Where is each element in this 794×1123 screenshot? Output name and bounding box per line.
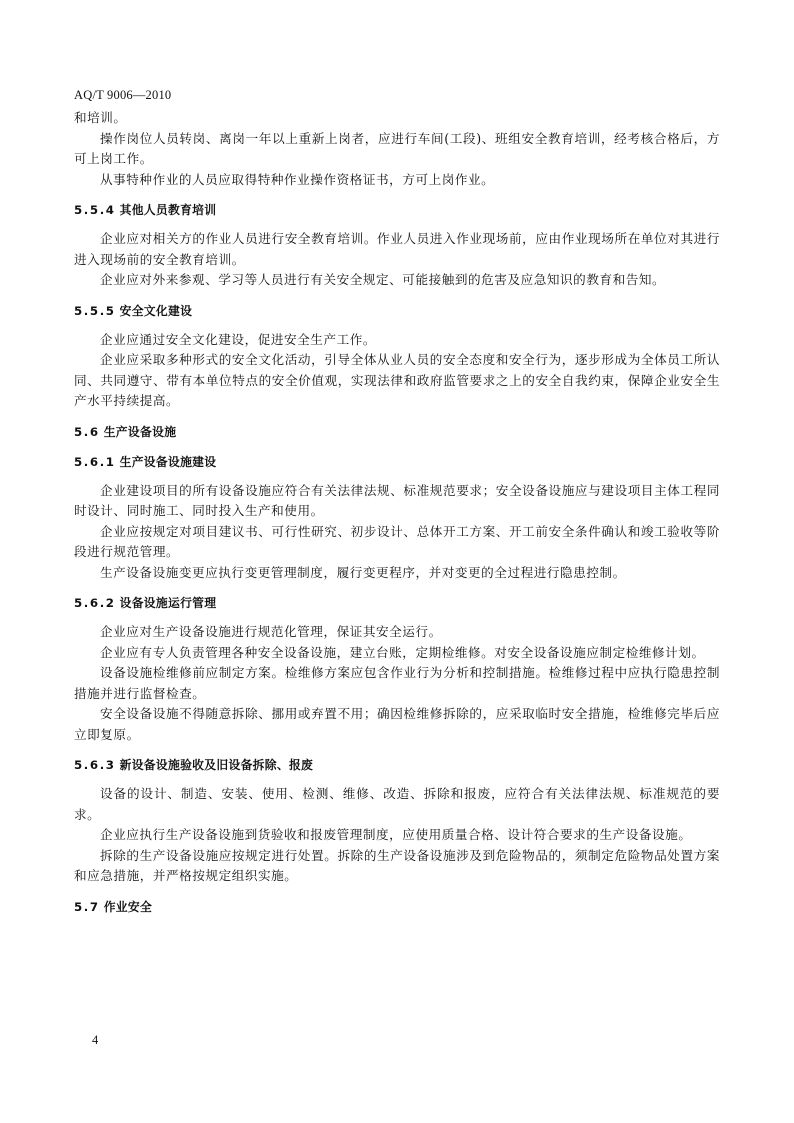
section-number: 5.5.5 (74, 303, 116, 318)
section-number: 5.6 (74, 424, 100, 439)
section-number: 5.7 (74, 899, 100, 914)
section-number: 5.6.1 (74, 454, 116, 469)
paragraph: 企业应按规定对项目建议书、可行性研究、初步设计、总体开工方案、开工前安全条件确认和竣工验收等阶段进行规范管理。 (74, 523, 720, 559)
paragraph: 企业应执行生产设备设施到货验收和报废管理制度，应使用质量合格、设计符合要求的生产设备设施。 (100, 827, 692, 842)
paragraph: 企业建设项目的所有设备设施应符合有关法律法规、标准规范要求；安全设备设施应与建设项目主体工程同时设计、同时施工、同时投入生产和使用。 (74, 482, 720, 518)
paragraph: 安全设备设施不得随意拆除、挪用或弃置不用；确因检维修拆除的，应采取临时安全措施，检维修完毕后应立即复原。 (74, 706, 720, 742)
paragraph: 企业应对生产设备设施进行规范化管理，保证其安全运行。 (100, 624, 442, 639)
section-title: 其他人员教育培训 (119, 203, 217, 217)
section-heading-5-7 (74, 897, 720, 917)
section-heading-5-6 (74, 422, 720, 442)
paragraph: 企业应对相关方的作业人员进行安全教育培训。作业人员进入作业现场前，应由作业现场所在单位对其进行进入现场前的安全教育培训。 (74, 231, 720, 267)
section-number: 5.5.4 (74, 203, 116, 217)
section-heading-5-6-3 (74, 755, 720, 775)
paragraph: 企业应通过安全文化建设，促进安全生产工作。 (100, 331, 377, 347)
section-heading-5-6-2 (74, 593, 720, 613)
paragraph: 从事特种作业的人员应取得特种作业操作资格证书，方可上岗作业。 (100, 171, 495, 187)
paragraph: 企业应对外来参观、学习等人员进行有关安全规定、可能接触到的危害及应急知识的教育和告知。 (100, 272, 666, 287)
section-number: 5.6.2 (74, 596, 116, 610)
paragraph: 设备设施检维修前应制定方案。检维修方案应包含作业行为分析和控制措施。检维修过程中应执行隐患控制措施并进行监督检查。 (74, 665, 720, 701)
document-body (74, 108, 720, 917)
paragraph: 设备的设计、制造、安装、使用、检测、维修、改造、拆除和报废，应符合有关法律法规、标准规范的要求。 (74, 786, 720, 822)
section-heading-5-5-5 (74, 301, 720, 321)
page-number: 4 (92, 1033, 99, 1047)
section-title: 生产设备设施 (103, 424, 177, 439)
standard-code-header: AQ/T 9006—2010 (74, 88, 172, 102)
section-heading-5-6-1 (74, 452, 720, 472)
paragraph: 生产设备设施变更应执行变更管理制度，履行变更程序，并对变更的全过程进行隐患控制。 (100, 564, 626, 580)
section-heading-5-5-4 (74, 200, 720, 220)
paragraph: 和培训。 (74, 110, 127, 125)
section-title: 设备设施运行管理 (119, 596, 217, 610)
section-number: 5.6.3 (74, 758, 116, 772)
paragraph: 操作岗位人员转岗、离岗一年以上重新上岗者，应进行车间(工段)、班组安全教育培训，经考核合格后，方可上岗工作。 (74, 130, 720, 166)
paragraph: 企业应采取多种形式的安全文化活动，引导全体从业人员的安全态度和安全行为，逐步形成为全体员工所认同、共同遵守、带有本单位特点的安全价值观，实现法律和政府监管要求之上的安全自我约束，保障企业安全生产水平持续提高。 (74, 352, 720, 408)
section-title: 生产设备设施建设 (119, 454, 217, 469)
section-title: 作业安全 (103, 899, 153, 914)
section-title: 安全文化建设 (119, 303, 193, 318)
paragraph: 拆除的生产设备设施应按规定进行处置。拆除的生产设备设施涉及到危险物品的，须制定危险物品处置方案和应急措施，并严格按规定组织实施。 (74, 847, 720, 883)
paragraph: 企业应有专人负责管理各种安全设备设施，建立台账，定期检维修。对安全设备设施应制定检维修计划。 (100, 644, 705, 660)
section-title: 新设备设施验收及旧设备拆除、报废 (119, 758, 314, 772)
